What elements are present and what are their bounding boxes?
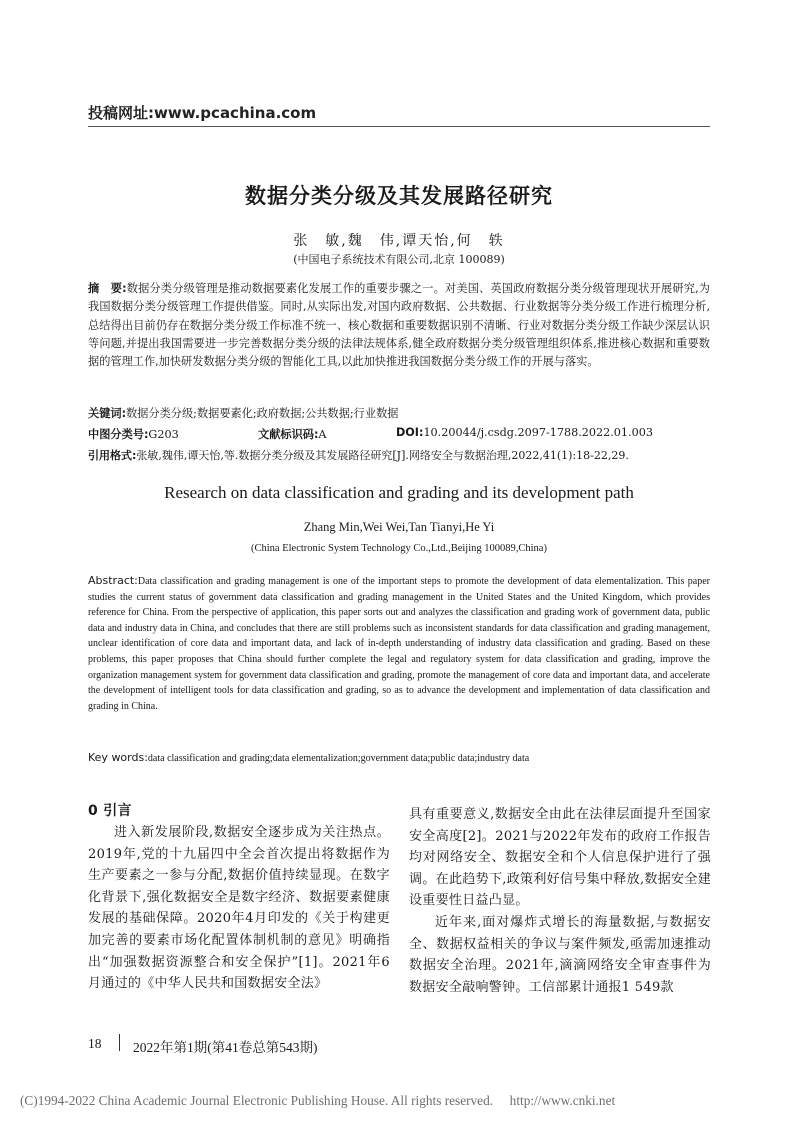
footer-separator: [119, 1034, 120, 1051]
doi: [396, 426, 653, 439]
citation-label: 引用格式:: [88, 449, 137, 462]
abstract-cn-text: 数据分类分级管理是推动数据要素化发展工作的重要步骤之一。对美国、英国政府数据分类分级管理现状开展研究,为我国数据分类分级管理工作提供借鉴。同时,从实际出发,对国内政府数据、公共数据、行业数据等分类分级工作进行梳理分析,总结得出目前仍存在数据分类分级工作标准不统一、核心数据和重要数据识别不清晰、行业对数据分类分级工作缺少深层认识等问题,并提出我国需要进一步完善数据分类分级的法律法规体系,健全政府数据分类分级管理组织体系,推进核心数据和重要数据的管理工作,加快研发数据分类分级的智能化工具,以此加快推进我国数据分类分级工作的开展与落实。: [88, 282, 710, 369]
copyright-notice: (C)1994-2022 China Academic Journal Electronic Publishing House. All rights reserved. http://www.cnki.net: [20, 1093, 616, 1108]
body-paragraph: 近年来,面对爆炸式增长的海量数据,与数据安全、数据权益相关的争议与案件频发,亟需加速推动数据安全治理。2021年,滴滴网络安全审查事件为数据安全敲响警钟。工信部累计通报1 549款: [409, 914, 711, 995]
affiliation-en: (China Electronic System Technology Co.,Ltd.,Beijing 100089,China): [251, 543, 547, 554]
keywords-en-label: Key words:: [88, 751, 148, 764]
doi-label: DOI:: [396, 426, 424, 439]
keywords-en-text: data classification and grading;data elementalization;government data;public data;industry data: [147, 753, 530, 764]
doc-code-label: 文献标识码:: [258, 428, 319, 441]
abstract-en-label: Abstract:: [88, 574, 138, 587]
citation-format: [88, 447, 710, 463]
clc-value: G203: [148, 428, 179, 441]
submission-url: 投稿网址:www.pcachina.com: [88, 104, 317, 122]
authors-cn: 张 敏,魏 伟,谭天怡,何 轶: [293, 233, 505, 249]
document-code: [258, 426, 327, 442]
abstract-cn-label: 摘 要:: [88, 282, 127, 295]
affiliation-cn: (中国电子系统技术有限公司,北京 100089): [293, 253, 505, 266]
body-paragraph: 进入新发展阶段,数据安全逐步成为关注热点。2019年,党的十九届四中全会首次提出将数据作为生产要素之一参与分配,数据价值持续显现。在数字化背景下,强化数据安全是数字经济、数据要素健康发展的基础保障。2020年4月印发的《关于构建更加完善的要素市场化配置体制机制的意见》明确指出“加强数据资源整合和安全保护”[1]。2021年6月通过的《中华人民共和国数据安全法》: [88, 825, 390, 992]
keywords-cn-text: 数据分类分级;数据要素化;政府数据;公共数据;行业数据: [126, 407, 399, 420]
paper-title-cn: 数据分类分级及其发展路径研究: [245, 183, 553, 208]
keywords-en: [88, 751, 710, 764]
keywords-cn-label: 关键词:: [88, 407, 127, 420]
section-heading-introduction: 0 引言: [88, 803, 132, 819]
abstract-en: [88, 573, 710, 714]
paper-title-en: Research on data classification and grading and its development path: [164, 483, 634, 502]
doc-code-value: A: [318, 428, 327, 441]
body-column-left: [88, 800, 390, 995]
keywords-cn: [88, 405, 710, 421]
authors-en: Zhang Min,Wei Wei,Tan Tianyi,He Yi: [303, 520, 495, 534]
body-column-right: [409, 804, 711, 998]
body-paragraph: 具有重要意义,数据安全由此在法律层面提升至国家安全高度[2]。2021与2022年发布的政府工作报告均对网络安全、数据安全和个人信息保护进行了强调。在此趋势下,政策利好信号集中释放,数据安全建设重要性日益凸显。: [409, 807, 711, 909]
clc-number: [88, 426, 179, 442]
header-divider: [88, 126, 710, 127]
abstract-cn: [88, 280, 710, 371]
abstract-en-text: Data classification and grading management is one of the important steps to promote the development of data elementalization. This paper studies the current status of government data classification and grading management in the United States and the United Kingdom, which provides reference for China. From the perspective of application, this paper sorts out and analyzes the classification and grading work of government data, public data and industry data in China, and concludes that there are still problems such as inconsistent standards for data classification and grading management, unclear identification of core data and important data, and lack of in-depth understanding of industry data classification and grading. Based on these problems, this paper proposes that China should further complete the legal and regulatory system for data classification and grading, improve the organization management system for government data classification and grading, promote the management of core data and important data, and accelerate the development of intelligent tools for data classification and grading, so as to advance the development and implementation of data classification and grading in China.: [88, 576, 710, 712]
citation-text: 张敏,魏伟,谭天怡,等.数据分类分级及其发展路径研究[J].网络安全与数据治理,2022,41(1):18-22,29.: [136, 449, 629, 462]
clc-label: 中图分类号:: [88, 428, 149, 441]
doi-value: 10.20044/j.csdg.2097-1788.2022.01.003: [423, 426, 653, 439]
page-number: 18: [88, 1036, 102, 1051]
issue-info: 2022年第1期(第41卷总第543期): [133, 1040, 318, 1055]
